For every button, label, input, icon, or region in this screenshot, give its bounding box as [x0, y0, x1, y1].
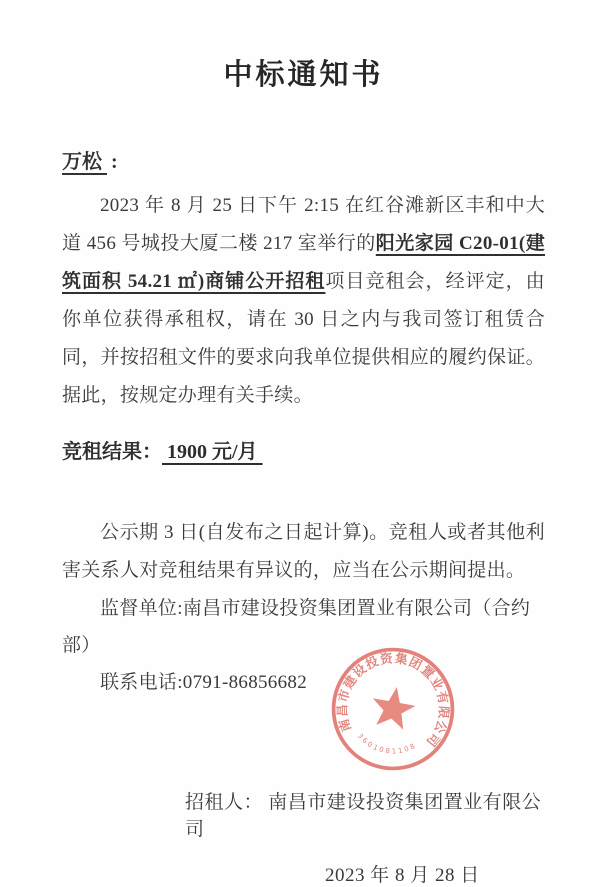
supervisor-line: 监督单位:南昌市建设投资集团置业有限公司（合约部）	[62, 598, 531, 656]
publicity-period-paragraph: 公示期 3 日(自发布之日起计算)。竞租人或者其他利害关系人对竞租结果有异议的，应当在公示期间提出。	[62, 522, 545, 581]
signature-block	[62, 787, 545, 887]
body-paragraph-1	[62, 187, 545, 415]
document-title: 中标通知书	[223, 59, 384, 91]
addressee-line	[62, 145, 545, 174]
project-name-highlight: 阳光家园 C20-01(建筑面积 54.21 ㎡)商铺公开招租	[62, 233, 545, 292]
signature-date: 2023 年 8 月 28 日	[325, 865, 480, 886]
seal-number-text: 3601081108	[355, 731, 419, 756]
bid-result-label: 竞租结果：	[62, 441, 162, 463]
phone-line: 联系电话:0791-86856682	[100, 672, 308, 693]
para1-text-before: 2023 年 8 月 25 日下午 2:15 在红谷滩新区丰和中大道 456 号城投大厦二楼 217 室举行的	[62, 195, 545, 254]
seal-company-ring-text: 南昌市建设投资集团置业有限公司	[335, 651, 451, 750]
addressee-name: 万松	[62, 151, 107, 173]
para1-text-after: 项目竞租会，经评定，由你单位获得承租权，请在 30 日之内与我司签订租赁合同，并按招租文件的要求向我单位提供相应的履约保证。据此，按规定办理有关手续。	[62, 271, 545, 406]
notice-block	[62, 514, 545, 701]
bid-result-line	[62, 435, 545, 464]
bid-result-value: 1900 元/月	[162, 441, 263, 463]
addressee-colon: :	[111, 151, 118, 173]
lessor-line: 招租人： 南昌市建设投资集团置业有限公司	[185, 792, 542, 840]
